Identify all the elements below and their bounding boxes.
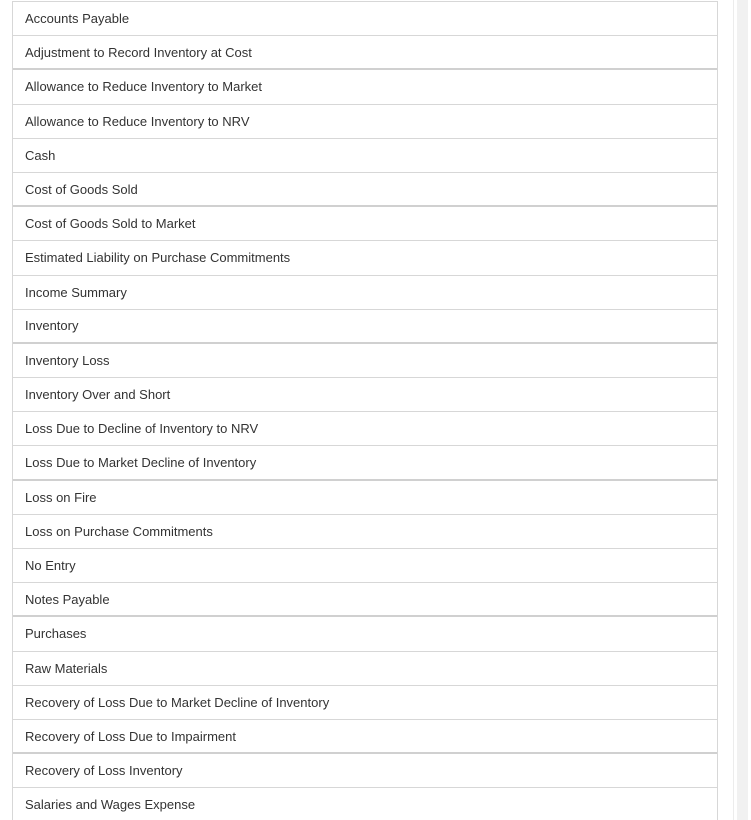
list-item[interactable]: Loss on Purchase Commitments [13, 515, 717, 549]
scrollbar[interactable] [733, 0, 751, 820]
list-item[interactable]: Recovery of Loss Inventory [13, 754, 717, 788]
list-item[interactable]: Inventory [13, 310, 717, 344]
list-item[interactable]: Loss Due to Market Decline of Inventory [13, 446, 717, 480]
list-item[interactable]: Estimated Liability on Purchase Commitments [13, 241, 717, 275]
list-item[interactable]: Loss Due to Decline of Inventory to NRV [13, 412, 717, 446]
list-item[interactable]: Purchases [13, 617, 717, 651]
list-item[interactable]: Recovery of Loss Due to Market Decline of Inventory [13, 686, 717, 720]
list-item[interactable]: Cost of Goods Sold [13, 173, 717, 207]
account-options-list [12, 1, 718, 820]
scrollbar-thumb[interactable] [737, 0, 748, 820]
list-item[interactable]: Allowance to Reduce Inventory to Market [13, 70, 717, 104]
list-item[interactable]: Income Summary [13, 276, 717, 310]
list-item[interactable]: Adjustment to Record Inventory at Cost [13, 36, 717, 70]
list-item[interactable]: Inventory Loss [13, 344, 717, 378]
list-item[interactable]: Allowance to Reduce Inventory to NRV [13, 105, 717, 139]
list-item[interactable]: No Entry [13, 549, 717, 583]
list-item[interactable]: Loss on Fire [13, 481, 717, 515]
list-item[interactable]: Salaries and Wages Expense [13, 788, 717, 820]
list-item[interactable]: Accounts Payable [13, 2, 717, 36]
list-item[interactable]: Raw Materials [13, 652, 717, 686]
list-item[interactable]: Recovery of Loss Due to Impairment [13, 720, 717, 754]
list-item[interactable]: Inventory Over and Short [13, 378, 717, 412]
list-item[interactable]: Notes Payable [13, 583, 717, 617]
list-item[interactable]: Cash [13, 139, 717, 173]
list-item[interactable]: Cost of Goods Sold to Market [13, 207, 717, 241]
